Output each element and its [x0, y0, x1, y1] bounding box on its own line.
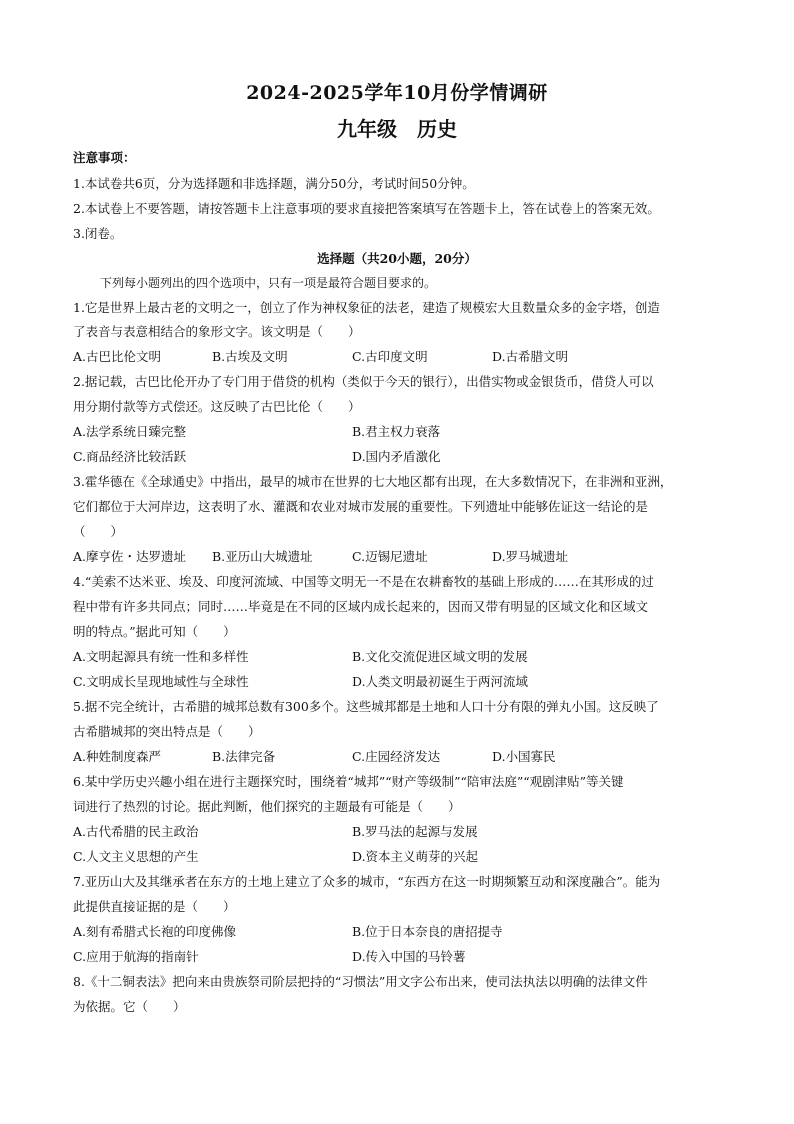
question-line: 5.据不完全统计，古希腊的城邦总数有300多个。这些城邦都是土地和人口十分有限的弹丸小国。这反映了 — [73, 699, 659, 714]
section-instruction: 下列每小题列出的四个选项中，只有一项是最符合题目要求的。 — [100, 276, 437, 290]
option-b: B.亚历山大城遗址 — [212, 549, 313, 564]
question-line: 程中带有许多共同点；同时……毕竟是在不同的区域内成长起来的，因而又带有明显的区域文化和区域文 — [73, 599, 649, 614]
option-b: B.法律完备 — [212, 749, 276, 764]
question-line: 3.霍华德在《全球通史》中指出，最早的城市在世界的七大地区都有出现，在大多数情况下，在非洲和亚洲， — [73, 474, 673, 489]
question-line: 此提供直接证据的是（ ） — [73, 899, 236, 914]
option-b: B.古埃及文明 — [212, 349, 288, 364]
question-line: 古希腊城邦的突出特点是（ ） — [73, 724, 261, 739]
note-item: 3.闭卷。 — [73, 226, 123, 241]
option-d: D.小国寡民 — [492, 749, 556, 764]
exam-title: 2024-2025学年10月份学情调研 — [246, 82, 548, 104]
question-line: 了表音与表意相结合的象形文字。该文明是（ ） — [73, 324, 361, 339]
option-a: A.古代希腊的民主政治 — [73, 824, 199, 839]
option-d: D.传入中国的马铃薯 — [352, 949, 466, 964]
question-line: 2.据记载，古巴比伦开办了专门用于借贷的机构（类似于今天的银行），出借实物或金银货币，借贷人可以 — [73, 374, 654, 389]
question-line: 6.某中学历史兴趣小组在进行主题探究时，围绕着“城邦”“财产等级制”“陪审法庭”“观剧津贴”等关键 — [73, 774, 624, 789]
question-line: 明的特点。”据此可知（ ） — [73, 624, 236, 639]
option-c: C.古印度文明 — [352, 349, 428, 364]
question-line: 1.它是世界上最古老的文明之一，创立了作为神权象征的法老，建造了规模宏大且数量众多的金字塔，创造 — [73, 300, 660, 315]
option-a: A.摩亨佐・达罗遗址 — [73, 549, 187, 564]
option-d: D.古希腊文明 — [492, 349, 569, 364]
exam-subtitle: 九年级 历史 — [337, 117, 457, 141]
option-b: B.君主权力衰落 — [352, 424, 441, 439]
option-b: B.罗马法的起源与发展 — [352, 824, 478, 839]
question-line: 它们都位于大河岸边，这表明了水、灌溉和农业对城市发展的重要性。下列遗址中能够佐证这一结论的是 — [73, 499, 649, 514]
option-d: D.资本主义萌芽的兴起 — [352, 849, 479, 864]
option-b: B.位于日本奈良的唐招提寺 — [352, 924, 503, 939]
option-c: C.文明成长呈现地域性与全球性 — [73, 674, 249, 689]
option-d: D.国内矛盾激化 — [352, 449, 441, 464]
option-a: A.刻有希腊式长袍的印度佛像 — [73, 924, 237, 939]
question-line: 8.《十二铜表法》把向来由贵族祭司阶层把持的“习惯法”用文字公布出来，使司法执法以明确的法律文件 — [73, 974, 648, 989]
option-c: C.人文主义思想的产生 — [73, 849, 199, 864]
option-a: A.种姓制度森严 — [73, 749, 162, 764]
option-c: C.应用于航海的指南针 — [73, 949, 199, 964]
option-a: A.文明起源具有统一性和多样性 — [73, 649, 249, 664]
note-item: 2.本试卷上不要答题，请按答题卡上注意事项的要求直接把答案填写在答题卡上，答在试卷上的答案无效。 — [73, 201, 660, 216]
section-heading: 选择题（共20小题，20分） — [317, 251, 477, 266]
question-line: 7.亚历山大及其继承者在东方的土地上建立了众多的城市，“东西方在这一时期频繁互动和深度融合”。能为 — [73, 874, 661, 889]
question-line: 用分期付款等方式偿还。这反映了古巴比伦（ ） — [73, 399, 361, 414]
note-item: 1.本试卷共6页，分为选择题和非选择题，满分50分，考试时间50分钟。 — [73, 176, 475, 191]
option-a: A.法学系统日臻完整 — [73, 424, 187, 439]
question-line: 词进行了热烈的讨论。据此判断，他们探究的主题最有可能是（ ） — [73, 799, 461, 814]
question-line: （ ） — [73, 524, 124, 539]
question-line: 为依据。它（ ） — [73, 999, 186, 1014]
option-b: B.文化交流促进区域文明的发展 — [352, 649, 528, 664]
option-c: C.迈锡尼遗址 — [352, 549, 428, 564]
option-c: C.庄园经济发达 — [352, 749, 441, 764]
option-c: C.商品经济比较活跃 — [73, 449, 187, 464]
option-a: A.古巴比伦文明 — [73, 349, 162, 364]
question-line: 4.“美索不达米亚、埃及、印度河流域、中国等文明无一不是在农耕畜牧的基础上形成的……在其形成的过 — [73, 574, 654, 589]
option-d: D.罗马城遗址 — [492, 549, 569, 564]
option-d: D.人类文明最初诞生于两河流域 — [352, 674, 529, 689]
notes-heading: 注意事项： — [73, 150, 136, 165]
